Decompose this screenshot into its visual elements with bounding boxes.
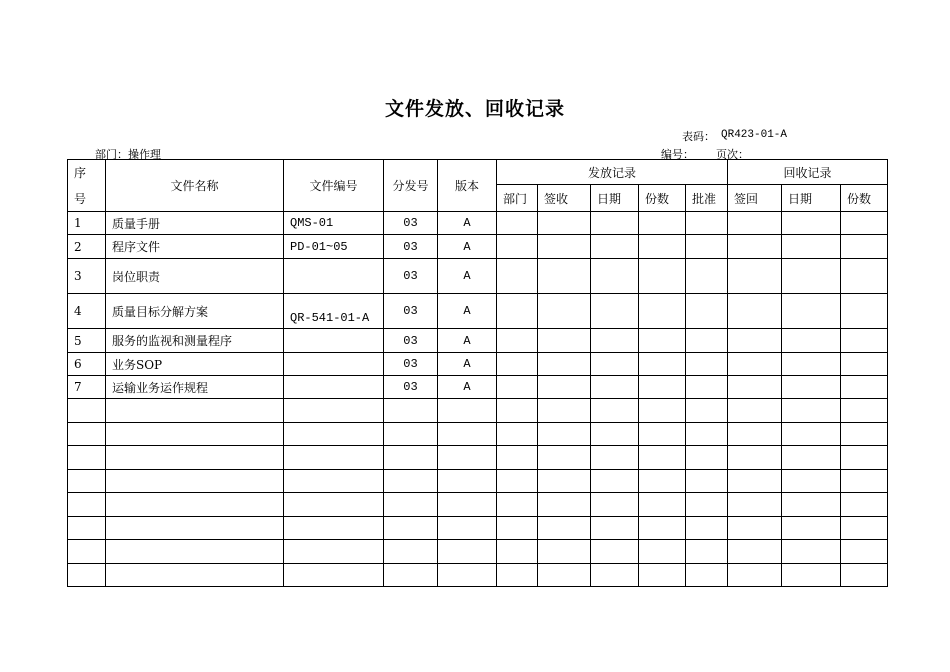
empty-cell: [384, 563, 438, 587]
row-code: [284, 353, 384, 376]
record-cell: [497, 235, 538, 259]
row-version: A: [438, 329, 497, 353]
record-cell: [782, 259, 841, 294]
record-cell: [538, 259, 591, 294]
row-version: A: [438, 235, 497, 259]
row-dist-no: 03: [384, 376, 438, 399]
empty-cell: [728, 399, 782, 423]
row-code: QR-541-01-A: [284, 294, 384, 329]
row-code: [284, 376, 384, 399]
header-dist-no: 分发号: [384, 160, 438, 212]
row-name: 质量手册: [106, 212, 284, 235]
record-cell: [639, 235, 686, 259]
empty-cell: [68, 422, 106, 446]
record-cell: [782, 353, 841, 376]
empty-cell: [284, 446, 384, 470]
empty-cell: [841, 540, 888, 564]
empty-cell: [728, 540, 782, 564]
record-cell: [538, 212, 591, 235]
empty-cell: [106, 493, 284, 517]
header-issue-signed: 签收: [538, 185, 591, 212]
empty-cell: [68, 540, 106, 564]
record-cell: [591, 235, 639, 259]
record-cell: [841, 353, 888, 376]
empty-cell: [686, 399, 728, 423]
empty-cell: [728, 563, 782, 587]
empty-cell: [639, 422, 686, 446]
row-name: 业务SOP: [106, 353, 284, 376]
empty-cell: [68, 469, 106, 493]
row-seq: 2: [68, 235, 106, 259]
empty-cell: [284, 563, 384, 587]
record-cell: [639, 376, 686, 399]
empty-row: [68, 540, 888, 564]
number-label: 编号：: [661, 148, 694, 161]
record-cell: [591, 376, 639, 399]
empty-cell: [686, 422, 728, 446]
table-row: [68, 235, 888, 259]
record-cell: [841, 212, 888, 235]
empty-cell: [782, 540, 841, 564]
empty-cell: [538, 399, 591, 423]
record-cell: [728, 353, 782, 376]
row-dist-no: 03: [384, 353, 438, 376]
record-cell: [591, 329, 639, 353]
empty-cell: [538, 516, 591, 540]
record-cell: [538, 294, 591, 329]
empty-cell: [686, 446, 728, 470]
empty-cell: [538, 469, 591, 493]
record-cell: [686, 353, 728, 376]
empty-cell: [841, 469, 888, 493]
empty-cell: [497, 516, 538, 540]
empty-cell: [591, 422, 639, 446]
table-row: [68, 259, 888, 294]
record-cell: [538, 376, 591, 399]
empty-cell: [841, 563, 888, 587]
empty-cell: [106, 469, 284, 493]
row-seq: 1: [68, 212, 106, 235]
empty-cell: [639, 469, 686, 493]
empty-row: [68, 469, 888, 493]
row-name: 服务的监视和测量程序: [106, 329, 284, 353]
row-name: 岗位职责: [106, 259, 284, 294]
record-cell: [591, 212, 639, 235]
empty-cell: [591, 516, 639, 540]
empty-cell: [68, 516, 106, 540]
row-seq: 4: [68, 294, 106, 329]
empty-cell: [639, 540, 686, 564]
empty-cell: [284, 469, 384, 493]
empty-cell: [728, 469, 782, 493]
row-name: 程序文件: [106, 235, 284, 259]
empty-cell: [538, 563, 591, 587]
table-row: [68, 329, 888, 353]
table-row: [68, 294, 888, 329]
record-cell: [782, 329, 841, 353]
empty-cell: [384, 422, 438, 446]
row-code: [284, 329, 384, 353]
empty-cell: [284, 516, 384, 540]
empty-cell: [782, 563, 841, 587]
empty-row: [68, 563, 888, 587]
empty-cell: [106, 399, 284, 423]
table-row: [68, 212, 888, 235]
record-cell: [728, 376, 782, 399]
empty-cell: [106, 446, 284, 470]
page-label: 页次：: [716, 148, 749, 161]
empty-cell: [782, 469, 841, 493]
empty-cell: [591, 446, 639, 470]
empty-cell: [106, 540, 284, 564]
empty-cell: [384, 516, 438, 540]
record-cell: [782, 212, 841, 235]
empty-cell: [68, 493, 106, 517]
empty-row: [68, 422, 888, 446]
empty-cell: [384, 493, 438, 517]
row-version: A: [438, 353, 497, 376]
record-cell: [538, 235, 591, 259]
empty-cell: [384, 399, 438, 423]
empty-cell: [384, 540, 438, 564]
header-issue-copies: 份数: [639, 185, 686, 212]
record-cell: [782, 235, 841, 259]
record-cell: [841, 259, 888, 294]
row-name: 运输业务运作规程: [106, 376, 284, 399]
header-name: 文件名称: [106, 160, 284, 212]
empty-cell: [497, 469, 538, 493]
empty-cell: [106, 422, 284, 446]
empty-cell: [284, 422, 384, 446]
empty-cell: [497, 422, 538, 446]
empty-cell: [686, 540, 728, 564]
row-version: A: [438, 376, 497, 399]
record-cell: [728, 329, 782, 353]
empty-cell: [841, 516, 888, 540]
empty-cell: [497, 493, 538, 517]
record-cell: [686, 212, 728, 235]
empty-cell: [782, 399, 841, 423]
row-dist-no: 03: [384, 212, 438, 235]
empty-cell: [68, 563, 106, 587]
empty-cell: [728, 493, 782, 517]
record-cell: [841, 329, 888, 353]
table-row: [68, 353, 888, 376]
record-cell: [639, 353, 686, 376]
empty-row: [68, 446, 888, 470]
empty-cell: [639, 563, 686, 587]
row-dist-no: 03: [384, 235, 438, 259]
record-cell: [686, 259, 728, 294]
record-cell: [686, 329, 728, 353]
empty-cell: [686, 493, 728, 517]
row-seq: 3: [68, 259, 106, 294]
record-cell: [841, 235, 888, 259]
empty-row: [68, 399, 888, 423]
row-version: A: [438, 294, 497, 329]
header-issue-dept: 部门: [497, 185, 538, 212]
department-label: 部门：操作理: [95, 148, 161, 161]
table-row: [68, 376, 888, 399]
row-dist-no: 03: [384, 259, 438, 294]
empty-cell: [782, 516, 841, 540]
empty-row: [68, 516, 888, 540]
empty-cell: [728, 422, 782, 446]
empty-cell: [438, 493, 497, 517]
form-code-value: QR423-01-A: [721, 129, 788, 141]
header-issue-date: 日期: [591, 185, 639, 212]
empty-cell: [538, 493, 591, 517]
record-cell: [591, 294, 639, 329]
empty-cell: [438, 540, 497, 564]
record-cell: [497, 212, 538, 235]
empty-cell: [106, 563, 284, 587]
record-cell: [538, 329, 591, 353]
empty-cell: [728, 516, 782, 540]
document-title: 文件发放、回收记录: [384, 98, 565, 120]
record-cell: [686, 376, 728, 399]
empty-cell: [438, 399, 497, 423]
record-cell: [497, 353, 538, 376]
empty-cell: [438, 563, 497, 587]
record-cell: [591, 259, 639, 294]
header-seq-bottom: 号: [74, 192, 87, 206]
empty-cell: [841, 399, 888, 423]
empty-cell: [591, 399, 639, 423]
record-cell: [841, 294, 888, 329]
record-cell: [639, 329, 686, 353]
header-issue-approval: 批准: [686, 185, 728, 212]
record-cell: [728, 212, 782, 235]
empty-cell: [782, 446, 841, 470]
record-cell: [497, 294, 538, 329]
empty-cell: [728, 446, 782, 470]
empty-cell: [384, 469, 438, 493]
empty-cell: [686, 516, 728, 540]
empty-row: [68, 493, 888, 517]
empty-cell: [639, 516, 686, 540]
empty-cell: [538, 422, 591, 446]
header-recall-date: 日期: [782, 185, 841, 212]
row-name: 质量目标分解方案: [106, 294, 284, 329]
empty-cell: [538, 446, 591, 470]
empty-cell: [438, 446, 497, 470]
empty-cell: [497, 563, 538, 587]
header-recall-copies: 份数: [841, 185, 888, 212]
row-dist-no: 03: [384, 294, 438, 329]
header-version: 版本: [438, 160, 497, 212]
empty-cell: [591, 493, 639, 517]
empty-cell: [686, 469, 728, 493]
record-cell: [497, 259, 538, 294]
header-recall-group: 回收记录: [728, 160, 888, 185]
record-cell: [497, 329, 538, 353]
empty-cell: [384, 446, 438, 470]
empty-cell: [782, 493, 841, 517]
empty-cell: [841, 493, 888, 517]
row-seq: 5: [68, 329, 106, 353]
empty-cell: [497, 540, 538, 564]
header-issue-group: 发放记录: [497, 160, 728, 185]
empty-cell: [284, 540, 384, 564]
header-row-top: [68, 160, 888, 185]
header-seq: [68, 160, 106, 212]
record-cell: [639, 294, 686, 329]
record-cell: [728, 294, 782, 329]
empty-cell: [639, 493, 686, 517]
record-cell: [841, 376, 888, 399]
empty-cell: [782, 422, 841, 446]
empty-cell: [497, 446, 538, 470]
empty-cell: [497, 399, 538, 423]
empty-cell: [284, 493, 384, 517]
empty-cell: [841, 422, 888, 446]
empty-cell: [106, 516, 284, 540]
record-cell: [686, 235, 728, 259]
row-version: A: [438, 259, 497, 294]
record-cell: [591, 353, 639, 376]
records-table: [67, 159, 888, 587]
row-dist-no: 03: [384, 329, 438, 353]
empty-cell: [538, 540, 591, 564]
header-recall-signed: 签回: [728, 185, 782, 212]
row-version: A: [438, 212, 497, 235]
record-cell: [639, 212, 686, 235]
empty-cell: [686, 563, 728, 587]
empty-cell: [68, 446, 106, 470]
header-code: 文件编号: [284, 160, 384, 212]
record-cell: [728, 235, 782, 259]
empty-cell: [591, 469, 639, 493]
empty-cell: [284, 399, 384, 423]
record-cell: [538, 353, 591, 376]
empty-cell: [591, 540, 639, 564]
empty-cell: [68, 399, 106, 423]
empty-cell: [841, 446, 888, 470]
record-cell: [782, 376, 841, 399]
record-cell: [782, 294, 841, 329]
empty-cell: [438, 516, 497, 540]
header-seq-top: 序: [74, 166, 87, 180]
empty-cell: [438, 422, 497, 446]
empty-cell: [591, 563, 639, 587]
row-code: [284, 259, 384, 294]
record-cell: [728, 259, 782, 294]
form-code-label: 表码：: [682, 130, 715, 143]
row-seq: 7: [68, 376, 106, 399]
empty-cell: [438, 469, 497, 493]
empty-cell: [639, 446, 686, 470]
row-code: QMS-01: [284, 212, 384, 235]
row-code: PD-01~05: [284, 235, 384, 259]
record-cell: [686, 294, 728, 329]
record-cell: [639, 259, 686, 294]
row-seq: 6: [68, 353, 106, 376]
record-cell: [497, 376, 538, 399]
empty-cell: [639, 399, 686, 423]
